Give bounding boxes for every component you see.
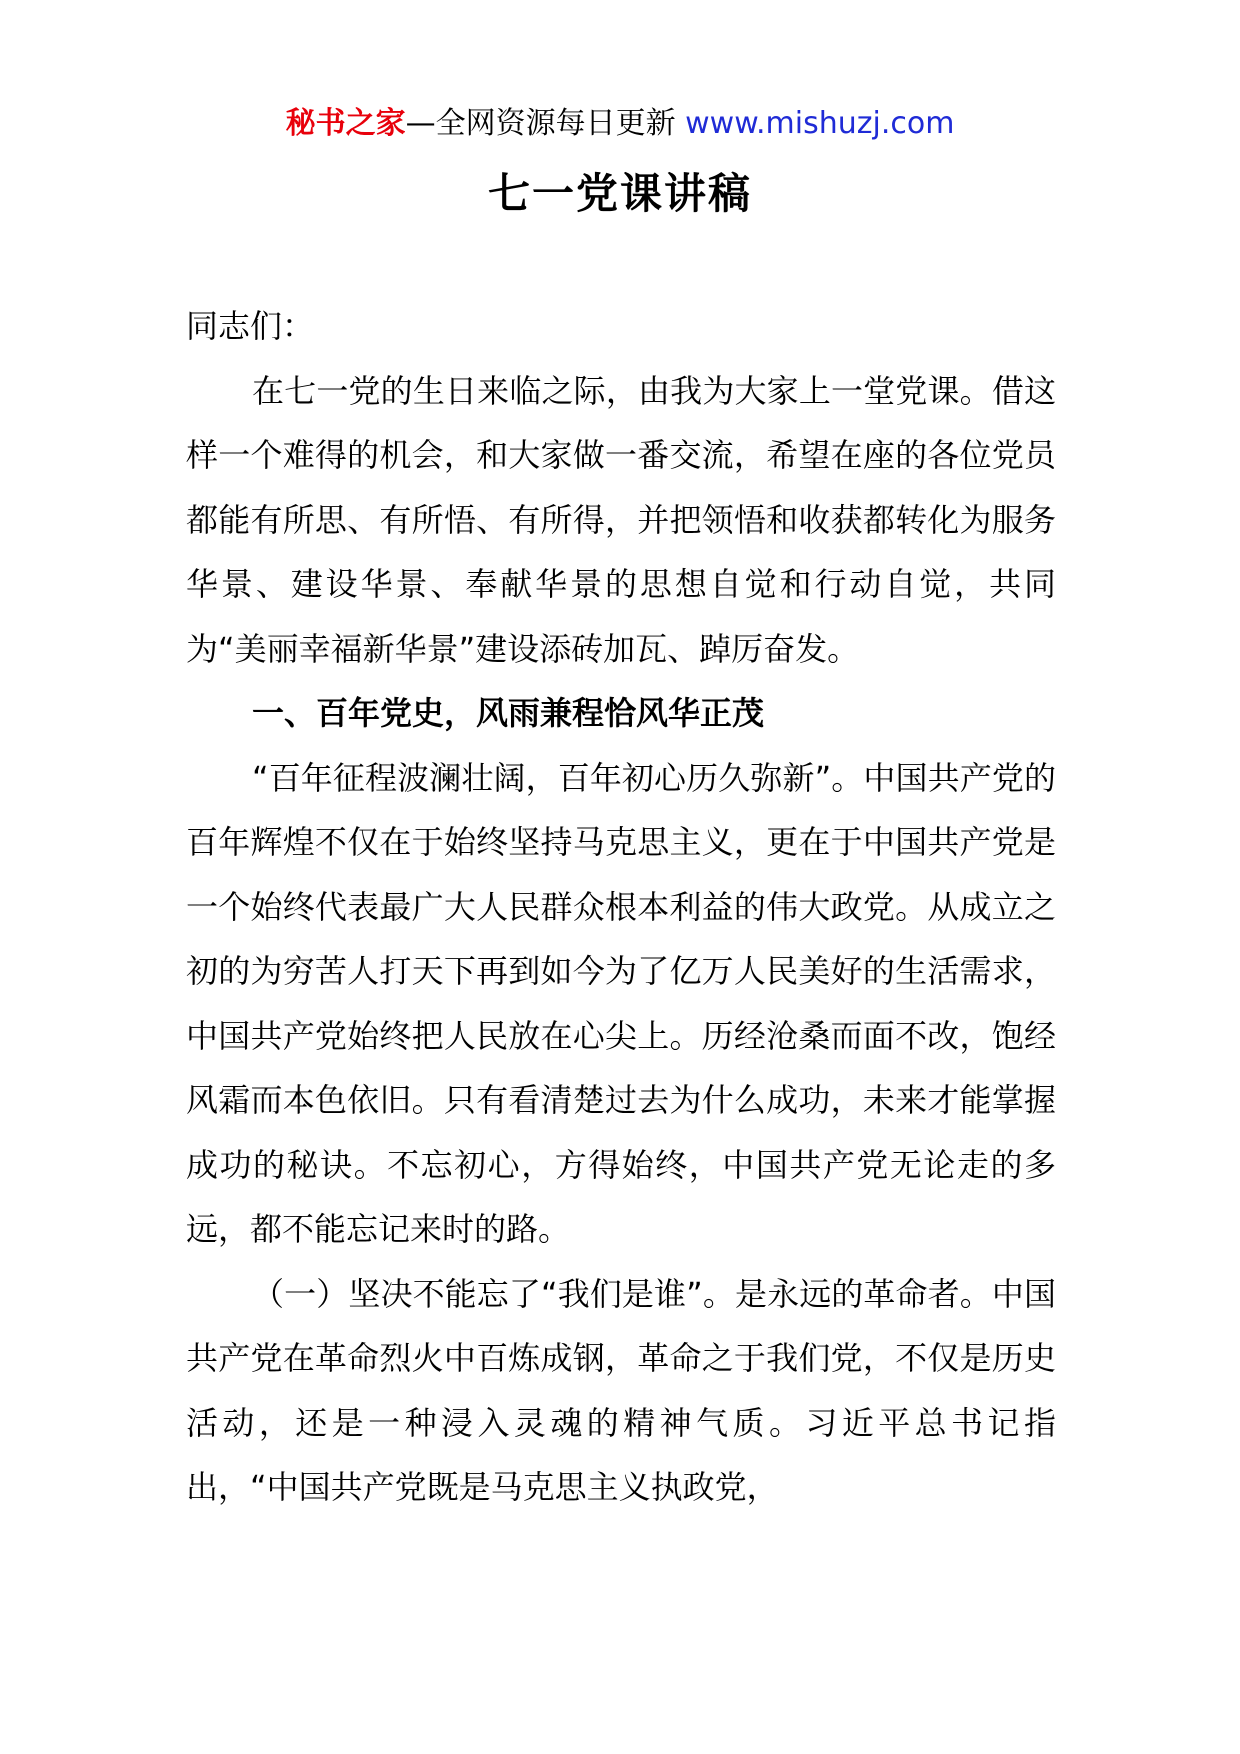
website-link[interactable]: www.mishuzj.com	[685, 106, 955, 141]
brand-name: 秘书之家	[285, 106, 406, 141]
paragraph: “百年征程波澜壮阔，百年初心历久弥新”。中国共产党的百年辉煌不仅在于始终坚持马克思主义，更在于中国共产党是一个始终代表最广大人民群众根本利益的伟大政党。从成立之初的为穷苦人打天下再到如今为了亿万人民美好的生活需求，中国共产党始终把人民放在心尖上。历经沧桑而面不改，饱经风霜而本色依旧。只有看清楚过去为什么成功，未来才能掌握成功的秘诀。不忘初心，方得始终，中国共产党无论走的多远，都不能忘记来时的路。	[186, 758, 1056, 1248]
document-title: 七一党课讲稿	[487, 169, 752, 218]
source-header	[0, 104, 1240, 144]
salutation: 同志们：	[186, 307, 315, 345]
paragraph: （一）坚决不能忘了“我们是谁”。是永远的革命者。中国共产党在革命烈火中百炼成钢，革命之于我们党，不仅是历史活动，还是一种浸入灵魂的精神气质。习近平总书记指出，“中国共产党既是马克思主义执政党，	[186, 1274, 1056, 1506]
document-body	[186, 294, 1056, 1520]
paragraph-intro: 在七一党的生日来临之际，由我为大家上一堂党课。借这样一个难得的机会，和大家做一番交流，希望在座的各位党员都能有所思、有所悟、有所得，并把领悟和收获都转化为服务华景、建设华景、奉献华景的思想自觉和行动自觉，共同为“美丽幸福新华景”建设添砖加瓦、踔厉奋发。	[186, 371, 1056, 668]
header-tagline: —全网资源每日更新	[405, 106, 676, 141]
section-heading: 一、百年党史，风雨兼程恰风华正茂	[252, 694, 765, 732]
